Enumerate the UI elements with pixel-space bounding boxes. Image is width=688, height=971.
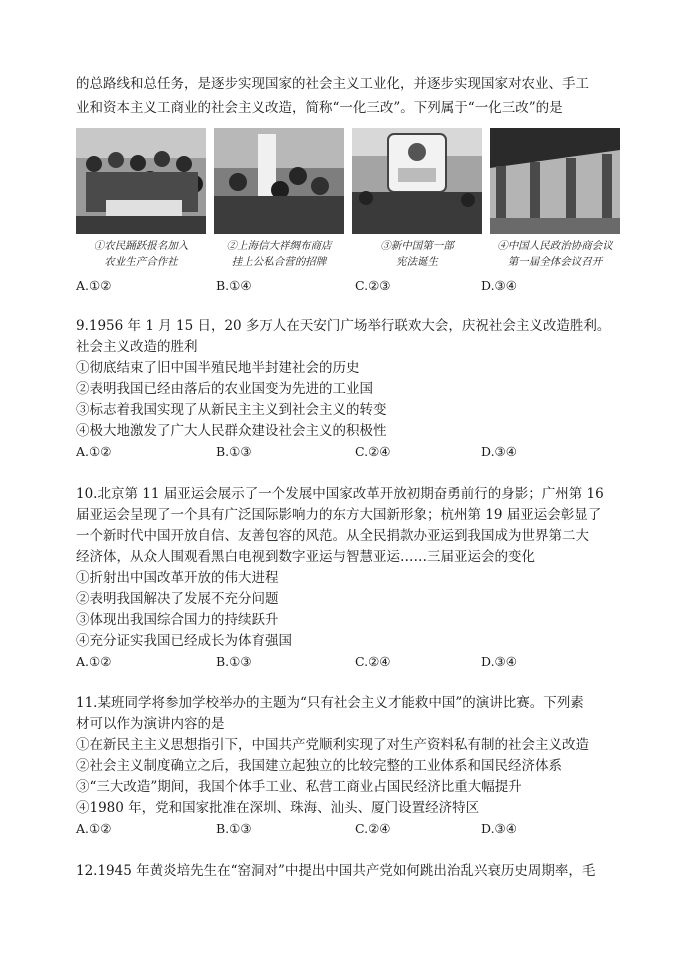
q8-option-a[interactable]: A.①② [76,278,112,293]
q10-statement-2: ②表明我国解决了发展不充分问题 [76,591,279,607]
intro-line-2: 业和资本主义工商业的社会主义改造，简称“一化三改”。下列属于“一化三改”的是 [76,100,563,116]
q10-stem-3: 一个新时代中国开放自信、友善包容的风范。从全民捐款办亚运到我国成为世界第二大 [76,528,589,544]
photo-farmers-caption: ①农民踊跃报名加入 农业生产合作社 [93,240,189,268]
q11-statement-4: ④1980 年，党和国家批准在深圳、珠海、汕头、厦门设置经济特区 [76,800,480,816]
photo-strip [76,128,621,274]
q10-stem-1: 10.北京第 11 届亚运会展示了一个发展中国家改革开放初期奋勇前行的身影；广州第 16 [76,486,604,502]
photo-shop-sign [214,128,344,270]
q11-statement-2: ②社会主义制度确立之后，我国建立起独立的比较完整的工业体系和国民经济体系 [76,758,562,774]
photo-constitution [352,128,482,270]
q11-stem-1: 11.某班同学将参加学校举办的主题为“只有社会主义才能救中国”的演讲比赛。下列素 [76,695,584,711]
q8-option-d[interactable]: D.③④ [481,278,517,293]
q9-option-c[interactable]: C.②④ [355,444,391,459]
q11-statement-1: ①在新民主主义思想指引下，中国共产党顺利实现了对生产资料私有制的社会主义改造 [76,737,589,753]
photo-farmers [76,128,206,270]
q11-statement-3: ③“三大改造”期间，我国个体手工业、私营工商业占国民经济比重大幅提升 [76,779,522,795]
q10-statement-3: ③体现出我国综合国力的持续跃升 [76,612,279,628]
photo-cppcc [490,128,620,270]
q8-option-c[interactable]: C.②③ [355,278,391,293]
q9-stem-2: 社会主义改造的胜利 [76,339,198,355]
q10-stem-4: 经济体，从众人围观看黑白电视到数字亚运与智慧亚运……三届亚运会的变化 [76,549,535,565]
q10-option-d[interactable]: D.③④ [481,654,517,669]
q9-option-d[interactable]: D.③④ [481,444,517,459]
q9-stem-1: 9.1956 年 1 月 15 日，20 多万人在天安门广场举行联欢大会，庆祝社会主义改造胜利。 [76,318,611,334]
q10-option-b[interactable]: B.①③ [216,654,252,669]
q11-option-d[interactable]: D.③④ [481,821,517,836]
q8-option-b[interactable]: B.①④ [216,278,252,293]
photo-cppcc-caption: ④中国人民政治协商会议 第一届全体会议召开 [497,240,613,268]
q11-options [76,819,621,839]
photo-shop-sign-caption: ②上海信大祥绸布商店 挂上公私合营的招牌 [226,240,332,268]
q11-option-a[interactable]: A.①② [76,821,112,836]
intro-line-1: 的总路线和总任务，是逐步实现国家的社会主义工业化，并逐步实现国家对农业、手工 [76,76,589,92]
q10-option-a[interactable]: A.①② [76,654,112,669]
photo-farmers-image [76,128,206,234]
q9-statement-2: ②表明我国已经由落后的农业国变为先进的工业国 [76,381,373,397]
q8-options [76,276,621,296]
q9-statement-1: ①彻底结束了旧中国半殖民地半封建社会的历史 [76,360,360,376]
q9-statement-3: ③标志着我国实现了从新民主主义到社会主义的转变 [76,402,387,418]
q10-stem-2: 届亚运会呈现了一个具有广泛国际影响力的东方大国新形象；杭州第 19 届亚运会彰显了 [76,507,602,523]
q10-options [76,652,621,672]
q9-options [76,442,621,462]
q11-option-b[interactable]: B.①③ [216,821,252,836]
q10-option-c[interactable]: C.②④ [355,654,391,669]
q11-stem-2: 材可以作为演讲内容的是 [76,716,225,732]
photo-cppcc-image [490,128,620,234]
q9-option-a[interactable]: A.①② [76,444,112,459]
q12-stem-1: 12.1945 年黄炎培先生在“窑洞对”中提出中国共产党如何跳出治乱兴衰历史周期率，毛 [76,863,596,879]
photo-constitution-caption: ③新中国第一部 宪法诞生 [380,240,454,268]
q10-statement-1: ①折射出中国改革开放的伟大进程 [76,570,279,586]
q9-statement-4: ④极大地激发了广大人民群众建设社会主义的积极性 [76,423,387,439]
photo-shop-sign-image [214,128,344,234]
q10-statement-4: ④充分证实我国已经成长为体育强国 [76,633,292,649]
q9-option-b[interactable]: B.①③ [216,444,252,459]
photo-constitution-image [352,128,482,234]
q11-option-c[interactable]: C.②④ [355,821,391,836]
